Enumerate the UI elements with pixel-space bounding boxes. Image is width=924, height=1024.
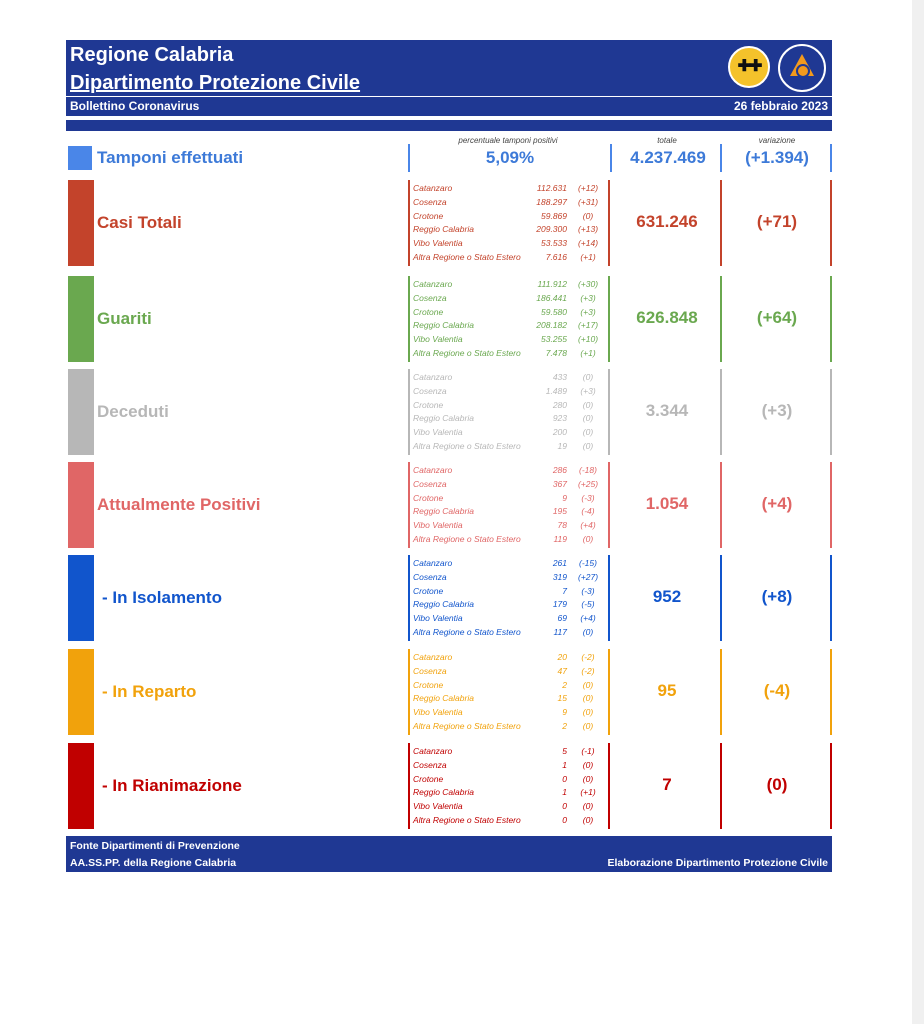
section-divider [408,369,410,455]
section-divider [408,743,410,829]
province-row [413,651,603,665]
province-name: Crotone [413,679,444,690]
province-row [413,773,603,787]
province-name: Vibo Valentia [413,334,463,345]
province-delta: (+17) [577,320,599,331]
province-name: Altra Regione o Stato Estero [413,440,521,451]
province-delta: (+27) [577,571,599,582]
province-delta: (+12) [577,183,599,193]
section-divider [720,649,722,735]
province-delta: (0) [582,707,594,718]
province-delta: (-15) [579,558,597,568]
section-variation: (-4) [763,681,791,700]
province-delta: (0) [582,801,594,812]
province-name: Catanzaro [413,279,453,289]
province-row [413,464,603,478]
province-row [413,786,603,800]
section-variation: (+71) [756,212,798,231]
section-divider [830,462,832,548]
province-row [413,679,603,693]
variation-caption: variazione [758,136,796,145]
province-value: 112.631 [536,183,567,193]
section-divider [720,743,722,829]
province-delta: (0) [582,440,594,451]
province-row [413,585,603,599]
province-name: Reggio Calabria [413,506,474,517]
province-delta: (-2) [581,665,595,676]
section-divider [830,649,832,735]
province-value: 53.255 [541,334,567,345]
province-row [413,800,603,814]
province-value: 188.297 [536,196,567,207]
section-variation: (+8) [761,587,793,606]
province-row [413,412,603,426]
section-divider [720,276,722,362]
total-caption: totale [657,136,677,145]
province-value: 7.616 [545,251,567,262]
tamponi-color-square [68,146,92,170]
section-5 [66,555,832,641]
province-value: 9 [562,707,567,718]
province-name: Reggio Calabria [413,693,474,704]
section-variation: (+64) [756,308,798,327]
section-6 [66,649,832,735]
province-value: 5 [562,746,567,756]
province-value: 111.912 [537,279,567,289]
province-delta: (+3) [580,292,596,303]
province-list [413,745,603,828]
province-row [413,399,603,413]
section-color-square [68,743,94,829]
section-2 [66,276,832,362]
province-delta: (+13) [577,224,599,235]
percent-caption: percentuale tamponi positivi [458,136,558,145]
province-name: Crotone [413,585,444,596]
province-delta: (-3) [581,585,595,596]
province-name: Altra Regione o Stato Estero [413,251,521,262]
province-value: 47 [557,665,567,676]
province-name: Vibo Valentia [413,613,463,624]
province-delta: (0) [582,427,594,438]
province-delta: (0) [582,773,594,784]
tamponi-variation: (+1.394) [745,148,809,167]
province-value: 69 [557,613,567,624]
province-row [413,665,603,679]
province-value: 186.441 [536,292,567,303]
section-label: Casi Totali [97,213,182,232]
section-7 [66,743,832,829]
province-row [413,492,603,506]
province-value: 319 [552,571,567,582]
province-value: 9 [562,492,567,503]
province-value: 1 [562,759,567,770]
province-row [413,745,603,759]
section-label: Attualmente Positivi [97,495,261,514]
province-delta: (0) [582,413,594,424]
province-list [413,371,603,454]
province-list [413,464,603,547]
province-row [413,814,603,828]
province-row [413,306,603,320]
province-name: Vibo Valentia [413,238,463,249]
tamponi-divider [610,144,612,172]
province-delta: (0) [582,679,594,690]
province-row [413,626,603,640]
province-name: Catanzaro [413,652,453,662]
section-total: 631.246 [636,212,698,231]
section-total: 95 [657,681,677,700]
province-delta: (+3) [580,306,596,317]
province-value: 261 [552,558,567,568]
section-divider [608,743,610,829]
province-name: Crotone [413,399,444,410]
province-delta: (+30) [577,279,599,289]
province-delta: (0) [582,759,594,770]
section-divider [408,555,410,641]
province-name: Altra Regione o Stato Estero [413,720,521,731]
province-list [413,651,603,734]
footer-source-asp: AA.SS.PP. della Regione Calabria [70,857,237,869]
province-name: Vibo Valentia [413,520,463,531]
section-variation: (0) [766,775,788,794]
province-name: Cosenza [413,385,447,396]
section-divider [608,276,610,362]
section-label: Deceduti [97,402,169,421]
section-label: - In Rianimazione [102,776,242,795]
province-value: 15 [557,693,567,704]
province-value: 209.300 [536,224,567,235]
section-color-square [68,462,94,548]
province-value: 53.533 [541,238,567,249]
section-divider [408,180,410,266]
province-delta: (-3) [581,492,595,503]
province-value: 195 [552,506,567,517]
province-value: 208.182 [536,320,567,331]
province-name: Altra Regione o Stato Estero [413,626,521,637]
province-row [413,533,603,547]
section-divider [720,555,722,641]
bulletin-date: 26 febbraio 2023 [733,99,828,113]
section-color-square [68,555,94,641]
province-name: Vibo Valentia [413,707,463,718]
province-delta: (0) [582,626,594,637]
section-divider [408,649,410,735]
province-delta: (+14) [577,238,599,249]
header-stripe [66,120,832,131]
province-value: 286 [552,465,567,475]
section-divider [408,276,410,362]
province-delta: (0) [582,814,594,825]
section-divider [608,462,610,548]
section-color-square [68,276,94,362]
province-row [413,692,603,706]
province-row [413,210,603,224]
province-delta: (-2) [581,652,595,662]
province-row [413,505,603,519]
province-delta: (+1) [580,347,596,358]
province-value: 7 [562,585,567,596]
section-divider [408,462,410,548]
province-row [413,347,603,361]
province-name: Altra Regione o Stato Estero [413,347,521,358]
province-delta: (+31) [577,196,599,207]
province-list [413,278,603,361]
section-divider [830,276,832,362]
province-name: Catanzaro [413,372,453,382]
province-value: 2 [562,720,567,731]
province-row [413,278,603,292]
province-name: Vibo Valentia [413,427,463,438]
province-value: 117 [553,626,567,637]
province-name: Catanzaro [413,746,453,756]
province-value: 119 [553,533,567,544]
province-delta: (+3) [580,385,596,396]
section-divider [830,369,832,455]
section-3 [66,369,832,455]
calabria-crest-icon: ✚✚ [728,46,770,88]
province-name: Altra Regione o Stato Estero [413,814,521,825]
province-row [413,223,603,237]
header-banner [66,40,832,116]
section-divider [720,180,722,266]
province-name: Catanzaro [413,465,453,475]
province-name: Crotone [413,773,444,784]
province-name: Reggio Calabria [413,320,474,331]
province-value: 2 [562,679,567,690]
section-label: - In Isolamento [102,588,222,607]
province-delta: (-4) [581,506,595,517]
province-delta: (+25) [577,478,599,489]
tamponi-divider [720,144,722,172]
province-row [413,519,603,533]
province-row [413,292,603,306]
section-divider [830,555,832,641]
tamponi-percent: 5,09% [485,148,535,167]
province-row [413,371,603,385]
province-row [413,319,603,333]
tamponi-divider [408,144,410,172]
bulletin-subtitle: Bollettino Coronavirus [70,99,200,113]
section-divider [608,649,610,735]
ring-icon [796,64,810,78]
province-delta: (0) [582,533,594,544]
province-value: 78 [557,520,567,531]
province-name: Reggio Calabria [413,599,474,610]
province-row [413,196,603,210]
province-row [413,251,603,265]
province-value: 923 [552,413,567,424]
tamponi-label: Tamponi effettuati [97,148,244,167]
province-delta: (0) [582,399,594,410]
province-delta: (-1) [581,746,595,756]
section-divider [720,462,722,548]
province-row [413,598,603,612]
province-delta: (0) [582,210,594,221]
province-delta: (-5) [581,599,595,610]
tamponi-divider [830,144,832,172]
province-row [413,385,603,399]
province-row [413,706,603,720]
province-name: Catanzaro [413,183,453,193]
province-value: 7.478 [545,347,567,358]
section-color-square [68,649,94,735]
province-row [413,720,603,734]
footer-banner [66,836,832,872]
province-value: 0 [562,773,567,784]
province-name: Reggio Calabria [413,787,474,798]
province-value: 0 [562,814,567,825]
province-name: Catanzaro [413,558,453,568]
province-name: Cosenza [413,478,447,489]
province-delta: (0) [582,720,594,731]
province-name: Crotone [413,306,444,317]
province-name: Altra Regione o Stato Estero [413,533,521,544]
province-row [413,182,603,196]
province-name: Reggio Calabria [413,224,474,235]
province-value: 20 [557,652,567,662]
section-variation: (+3) [761,401,793,420]
province-row [413,759,603,773]
province-value: 19 [557,440,567,451]
province-list [413,557,603,640]
section-divider [720,369,722,455]
province-value: 1.489 [545,385,567,396]
province-delta: (+1) [580,251,596,262]
province-row [413,333,603,347]
province-delta: (+1) [580,787,596,798]
section-1 [66,180,832,266]
section-divider [830,180,832,266]
province-value: 200 [552,427,567,438]
section-total: 952 [652,587,682,606]
province-row [413,557,603,571]
province-name: Crotone [413,492,444,503]
protezione-civile-logo-icon [778,44,826,92]
province-value: 59.580 [541,306,567,317]
province-value: 0 [562,801,567,812]
province-value: 433 [552,372,567,382]
province-delta: (+4) [580,613,596,624]
region-title: Regione Calabria [70,44,234,66]
province-delta: (0) [582,372,594,382]
section-divider [830,743,832,829]
section-4 [66,462,832,548]
province-delta: (-18) [579,465,597,475]
province-name: Cosenza [413,759,447,770]
section-total: 7 [662,775,672,794]
province-name: Cosenza [413,665,447,676]
province-value: 1 [562,787,567,798]
section-color-square [68,180,94,266]
footer-elaboration: Elaborazione Dipartimento Protezione Civile [607,857,828,869]
province-name: Crotone [413,210,444,221]
province-name: Cosenza [413,196,447,207]
province-delta: (+10) [577,334,599,345]
page-edge [912,0,924,1024]
province-name: Cosenza [413,571,447,582]
province-name: Cosenza [413,292,447,303]
section-divider [608,555,610,641]
footer-source: Fonte Dipartimenti di Prevenzione [70,840,240,852]
section-color-square [68,369,94,455]
header-divider [66,96,832,97]
tamponi-total: 4.237.469 [630,148,706,167]
section-divider [608,369,610,455]
province-delta: (+4) [580,520,596,531]
province-row [413,426,603,440]
department-title: Dipartimento Protezione Civile [70,72,361,94]
section-variation: (+4) [761,494,793,513]
province-value: 179 [552,599,567,610]
section-label: - In Reparto [102,682,197,701]
section-total: 3.344 [645,401,689,420]
province-row [413,440,603,454]
province-row [413,237,603,251]
province-delta: (0) [582,693,594,704]
province-list [413,182,603,265]
section-total: 1.054 [645,494,689,513]
section-divider [608,180,610,266]
province-row [413,571,603,585]
section-total: 626.848 [636,308,698,327]
province-value: 367 [552,478,567,489]
province-name: Vibo Valentia [413,801,463,812]
section-label: Guariti [97,309,152,328]
province-name: Reggio Calabria [413,413,474,424]
province-value: 280 [552,399,567,410]
province-value: 59.869 [541,210,567,221]
province-row [413,612,603,626]
province-row [413,478,603,492]
